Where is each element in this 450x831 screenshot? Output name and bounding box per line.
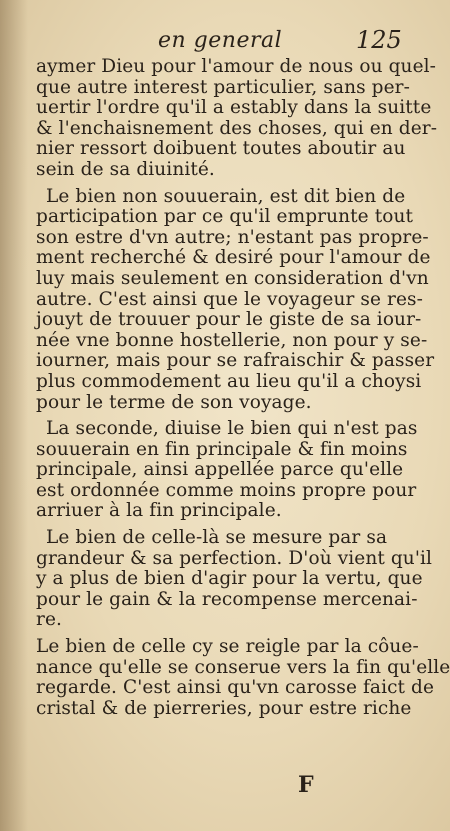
text-line: luy mais seulement en consideration d'vn xyxy=(36,267,429,289)
running-head: en general xyxy=(158,28,283,53)
paragraph-3 xyxy=(36,418,418,522)
gutter-shadow xyxy=(0,0,28,831)
paragraph-5 xyxy=(36,636,450,719)
text-line: Le bien de celle-là se mesure par sa xyxy=(46,527,388,549)
text-line: nier ressort doibuent toutes aboutir au xyxy=(36,138,406,160)
text-line: née vne bonne hostellerie, non pour y se- xyxy=(36,329,428,351)
text-line: & l'enchaisnement des choses, qui en der- xyxy=(36,117,438,139)
text-line: son estre d'vn autre; n'estant pas propre- xyxy=(36,226,429,248)
text-line: Le bien non souuerain, est dit bien de xyxy=(46,185,406,207)
text-line: pour le terme de son voyage. xyxy=(36,391,312,413)
text-line: principale, ainsi appellée parce qu'elle xyxy=(36,459,404,481)
paragraph-4 xyxy=(36,527,433,631)
paragraph-2 xyxy=(36,185,435,414)
text-line: Le bien de celle cy se reigle par la côue- xyxy=(36,636,419,658)
text-line: pour le gain & la recompense mercenai- xyxy=(36,588,418,610)
text-line: aymer Dieu pour l'amour de nous ou quel- xyxy=(36,56,436,77)
text-line: jouyt de trouuer pour le giste de sa iour- xyxy=(36,309,422,331)
text-line: ment recherché & desiré pour l'amour de xyxy=(36,247,431,269)
text-line: y a plus de bien d'agir pour la vertu, que xyxy=(36,568,423,590)
page-header xyxy=(0,26,450,56)
text-line: autre. C'est ainsi que le voyageur se res- xyxy=(36,288,423,310)
text-line: cristal & de pierreries, pour estre riche xyxy=(36,697,412,719)
text-line: arriuer à la fin principale. xyxy=(36,500,282,522)
text-line: participation par ce qu'il emprunte tout xyxy=(36,206,414,228)
signature-mark: F xyxy=(298,772,314,798)
body-text xyxy=(36,56,450,719)
text-line: re. xyxy=(36,609,62,631)
text-line: que autre interest particulier, sans per- xyxy=(36,76,410,98)
text-line: regarde. C'est ainsi qu'vn carosse faict de xyxy=(36,677,435,699)
text-line: plus commodement au lieu qu'il a choysi xyxy=(36,370,422,392)
text-line: iourner, mais pour se rafraischir & passer xyxy=(36,350,435,372)
paragraph-1 xyxy=(36,56,438,181)
text-line: sein de sa diuinité. xyxy=(36,158,215,180)
text-line: est ordonnée comme moins propre pour xyxy=(36,479,417,501)
text-line: La seconde, diuise le bien qui n'est pas xyxy=(46,418,418,440)
page-number: 125 xyxy=(356,26,402,54)
text-line: nance qu'elle se conserue vers la fin qu'elle xyxy=(36,656,450,678)
text-line: grandeur & sa perfection. D'où vient qu'il xyxy=(36,547,433,569)
text-line: uertir l'ordre qu'il a estably dans la suitte xyxy=(36,97,432,119)
text-line: souuerain en fin principale & fin moins xyxy=(36,438,408,460)
